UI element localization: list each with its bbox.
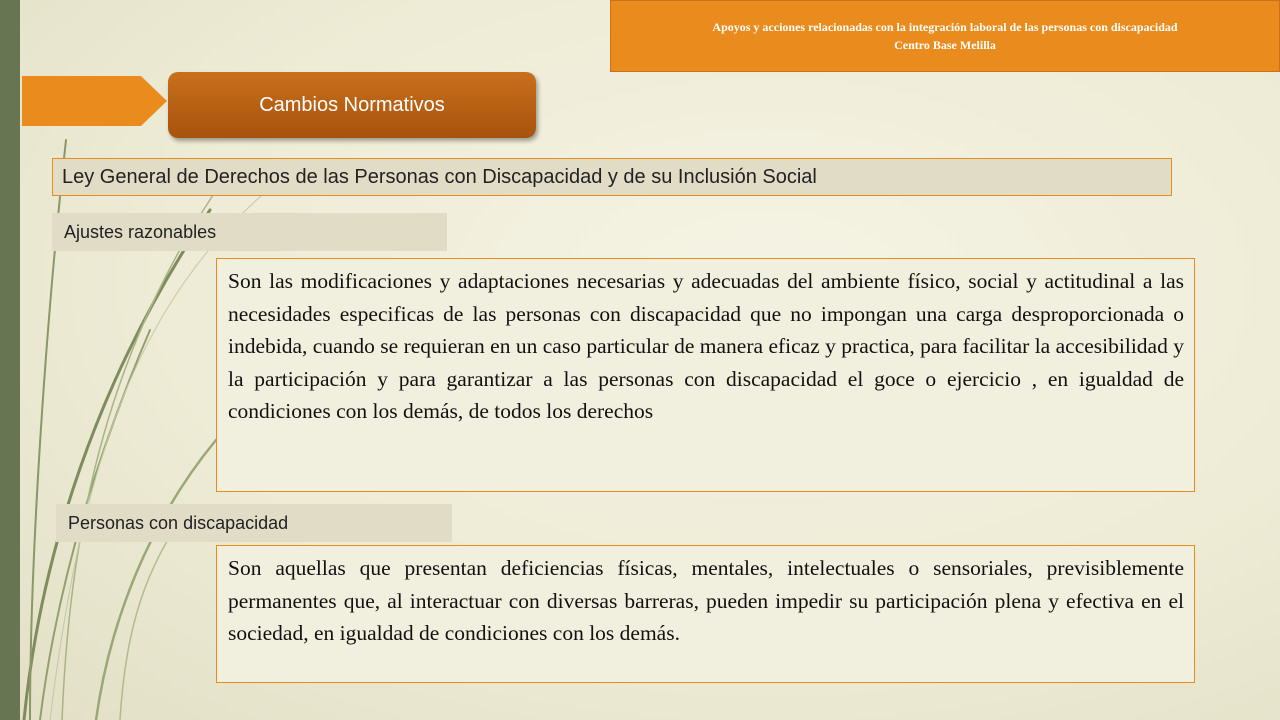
definition-personas-con-discapacidad: Son aquellas que presentan deficiencias físicas, mentales, intelectuales o sensoriales, previsiblemente permanentes que, al interactuar con diversas barreras, pueden impedir su participación plena y efectiva en el sociedad, en igualdad de condiciones con los demás. — [216, 545, 1195, 683]
presentation-header — [610, 0, 1280, 72]
section-title: Cambios Normativos — [168, 72, 536, 138]
header-title: Apoyos y acciones relacionadas con la integración laboral de las personas con discapacidad — [712, 20, 1178, 34]
header-subtitle: Centro Base Melilla — [894, 38, 996, 52]
definition-ajustes-razonables: Son las modificaciones y adaptaciones necesarias y adecuadas del ambiente físico, social y actitudinal a las necesidades especificas de las personas con discapacidad que no impongan una carga desproporcionada o indebida, cuando se requieran en un caso particular de manera eficaz y practica, para facilitar la accesibilidad y la participación y para garantizar a las personas con discapacidad el goce o ejercicio , en igualdad de condiciones con los demás, de todos los derechos — [216, 258, 1195, 492]
term-label-personas-con-discapacidad: Personas con discapacidad — [56, 504, 452, 542]
term-label-ajustes-razonables: Ajustes razonables — [52, 213, 447, 251]
law-title-bar: Ley General de Derechos de las Personas con Discapacidad y de su Inclusión Social — [52, 158, 1172, 196]
arrow-tab-shape — [22, 76, 167, 126]
